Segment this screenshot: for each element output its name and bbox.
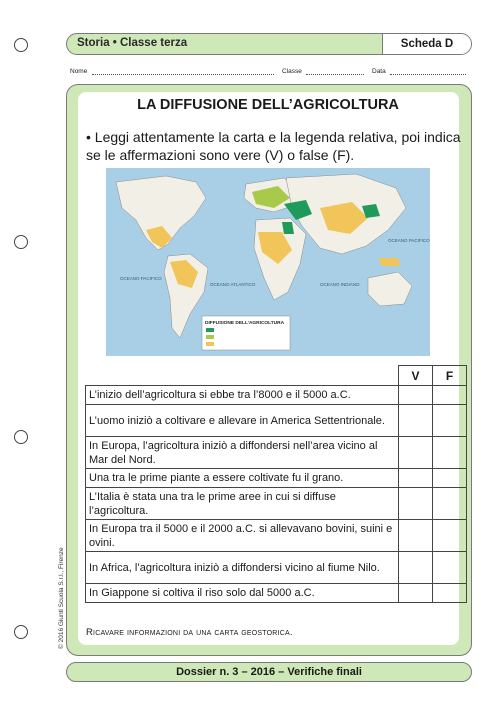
subject-label: Storia • Classe terza	[77, 37, 188, 49]
statement-text: Una tra le prime piante a essere coltivate fu il grano.	[86, 469, 399, 488]
skill-label: Ricavare informazioni da una carta geostorica.	[86, 627, 293, 638]
ocean-label: OCEANO PACIFICO	[120, 276, 162, 281]
statement-text: In Europa tra il 5000 e il 2000 a.C. si allevavano bovini, suini e ovini.	[86, 520, 399, 552]
true-checkbox[interactable]	[399, 520, 433, 552]
table-row	[86, 437, 467, 469]
table-row	[86, 552, 467, 584]
statement-text: In Africa, l’agricoltura iniziò a diffondersi vicino al fiume Nilo.	[86, 552, 399, 584]
binder-hole	[14, 38, 28, 52]
col-header-false: F	[433, 366, 467, 386]
date-field[interactable]	[390, 73, 466, 75]
true-false-table	[85, 365, 467, 603]
false-checkbox[interactable]	[433, 469, 467, 488]
table-row	[86, 520, 467, 552]
table-row	[86, 405, 467, 437]
statement-text: L’Italia è stata una tra le prime aree in cui si diffuse l’agricoltura.	[86, 488, 399, 520]
table-row	[86, 584, 467, 603]
sheet-label: Scheda D	[382, 34, 471, 54]
false-checkbox[interactable]	[433, 584, 467, 603]
statement-text: L’uomo iniziò a coltivare e allevare in America Settentrionale.	[86, 405, 399, 437]
class-label: Classe	[282, 68, 302, 75]
world-map	[106, 168, 430, 356]
table-row	[86, 469, 467, 488]
name-label: Nome	[70, 68, 88, 75]
false-checkbox[interactable]	[433, 488, 467, 520]
page-header	[66, 33, 472, 55]
name-field[interactable]	[92, 73, 274, 75]
binder-hole	[14, 430, 28, 444]
true-checkbox[interactable]	[399, 386, 433, 405]
copyright-text: © 2016 Giunti Scuola S.r.l., Firenze	[58, 547, 65, 649]
false-checkbox[interactable]	[433, 520, 467, 552]
ocean-label: OCEANO ATLANTICO	[210, 282, 256, 287]
instruction-text: • Leggi attentamente la carta e la legenda relativa, poi indica se le affermazioni sono vere (V) o false (F).	[86, 129, 461, 163]
ocean-label: OCEANO INDIANO	[320, 282, 360, 287]
class-field[interactable]	[306, 73, 364, 75]
false-checkbox[interactable]	[433, 437, 467, 469]
binder-hole	[14, 235, 28, 249]
africa-early-area	[282, 222, 294, 234]
true-checkbox[interactable]	[399, 469, 433, 488]
statement-text: L’inizio dell’agricoltura si ebbe tra l’8000 e il 5000 a.C.	[86, 386, 399, 405]
legend-swatch-middle	[206, 335, 214, 339]
true-checkbox[interactable]	[399, 405, 433, 437]
legend-swatch-late	[206, 342, 214, 346]
false-checkbox[interactable]	[433, 386, 467, 405]
col-header-true: V	[399, 366, 433, 386]
statement-text: In Giappone si coltiva il riso solo dal 5000 a.C.	[86, 584, 399, 603]
true-checkbox[interactable]	[399, 552, 433, 584]
false-checkbox[interactable]	[433, 552, 467, 584]
true-checkbox[interactable]	[399, 437, 433, 469]
table-row	[86, 386, 467, 405]
true-checkbox[interactable]	[399, 584, 433, 603]
table-row	[86, 488, 467, 520]
legend-swatch-early	[206, 328, 214, 332]
legend-title: DIFFUSIONE DELL’AGRICOLTURA	[205, 321, 285, 326]
false-checkbox[interactable]	[433, 405, 467, 437]
date-label: Data	[372, 68, 386, 75]
true-checkbox[interactable]	[399, 488, 433, 520]
statement-text: In Europa, l’agricoltura iniziò a diffondersi nell’area vicino al Mar del Nord.	[86, 437, 399, 469]
page-title: LA DIFFUSIONE DELL’AGRICOLTURA	[137, 97, 399, 113]
binder-hole	[14, 625, 28, 639]
page-footer: Dossier n. 3 – 2016 – Verifiche finali	[66, 662, 472, 682]
ocean-label: OCEANO PACIFICO	[388, 238, 430, 243]
